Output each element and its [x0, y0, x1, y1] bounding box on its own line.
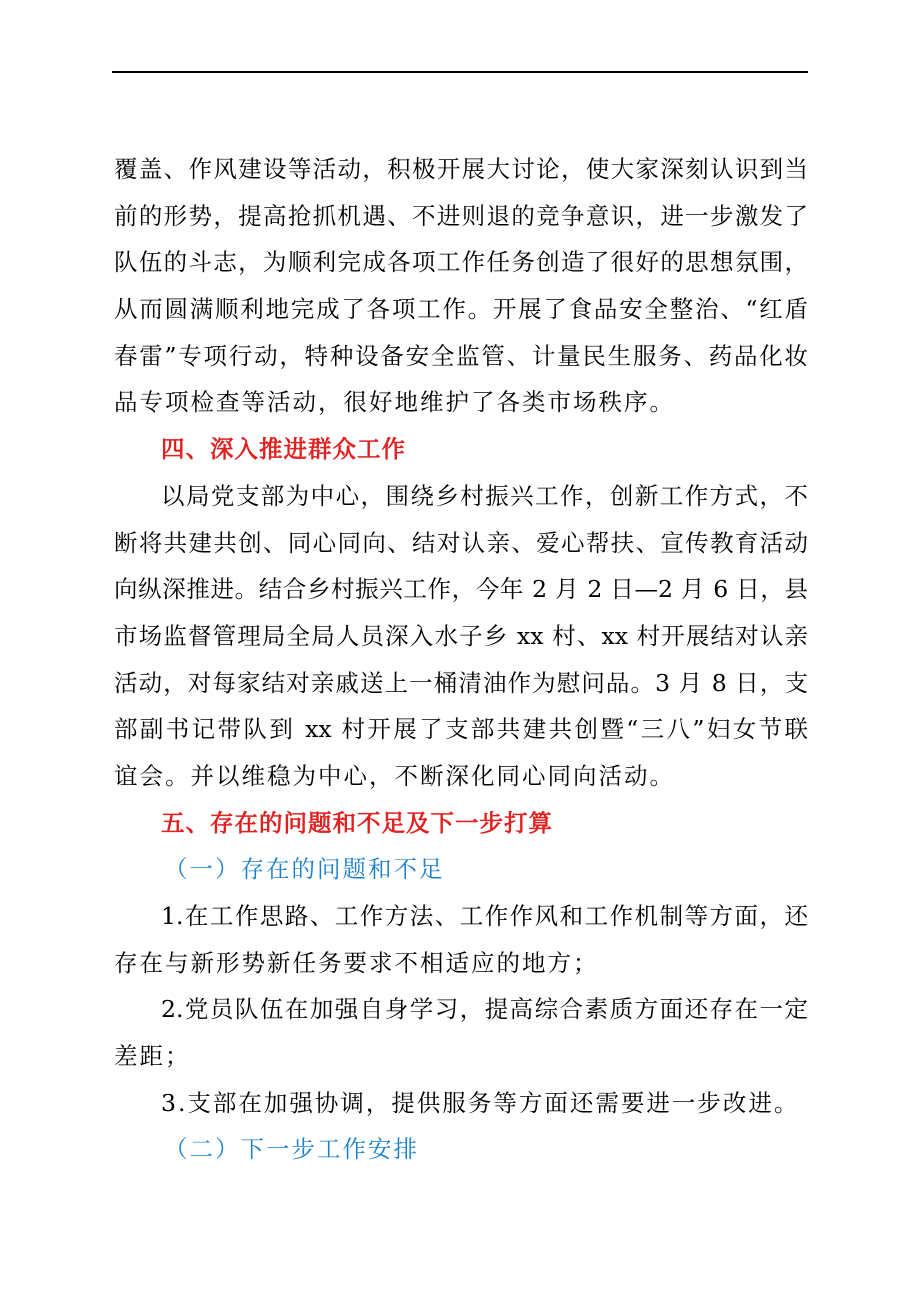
section-heading-5: 五、存在的问题和不足及下一步打算	[161, 808, 553, 837]
body-line: 春雷”专项行动，特种设备安全监管、计量民生服务、药品化妆	[114, 341, 808, 370]
body-line: 断将共建共创、同心同向、结对认亲、爱心帮扶、宣传教育活动	[114, 528, 808, 557]
header-rule	[112, 71, 808, 73]
subheading-next-steps: （二）下一步工作安排	[164, 1135, 419, 1164]
body-line: 覆盖、作风建设等活动，积极开展大讨论，使大家深刻认识到当	[114, 155, 808, 183]
section-heading-4: 四、深入推进群众工作	[161, 435, 406, 464]
body-line: 活动，对每家结对亲戚送上一桶清油作为慰问品。3 月 8 日，支	[114, 668, 808, 697]
list-item-1: 1.在工作思路、工作方法、工作作风和工作机制等方面，还	[161, 902, 808, 930]
list-item-2: 2.党员队伍在加强自身学习，提高综合素质方面还存在一定	[161, 995, 808, 1024]
body-line: 谊会。并以维稳为中心，不断深化同心同向活动。	[114, 761, 675, 790]
document-body	[114, 146, 808, 1173]
list-item-2-cont: 差距；	[114, 1042, 191, 1071]
body-line: 队伍的斗志，为顺利完成各项工作任务创造了很好的思想氛围，	[114, 248, 808, 277]
body-line: 从而圆满顺利地完成了各项工作。开展了食品安全整治、“红盾	[114, 295, 808, 324]
body-line: 市场监督管理局全局人员深入水子乡 xx 村、xx 村开展结对认亲	[114, 621, 808, 650]
list-item-1-cont: 存在与新形势新任务要求不相适应的地方；	[114, 948, 599, 977]
subheading-problems: （一）存在的问题和不足	[164, 855, 445, 884]
body-line: 向纵深推进。结合乡村振兴工作，今年 2 月 2 日—2 月 6 日，县	[114, 575, 808, 604]
body-line: 前的形势，提高抢抓机遇、不进则退的竞争意识，进一步激发了	[114, 201, 808, 230]
body-line: 部副书记带队到 xx 村开展了支部共建共创暨“三八”妇女节联	[114, 715, 808, 744]
body-line: 以局党支部为中心，围绕乡村振兴工作，创新工作方式，不	[161, 481, 808, 510]
list-item-3: 3.支部在加强协调，提供服务等方面还需要进一步改进。	[161, 1088, 800, 1117]
body-line: 品专项检查等活动，很好地维护了各类市场秩序。	[114, 388, 675, 417]
